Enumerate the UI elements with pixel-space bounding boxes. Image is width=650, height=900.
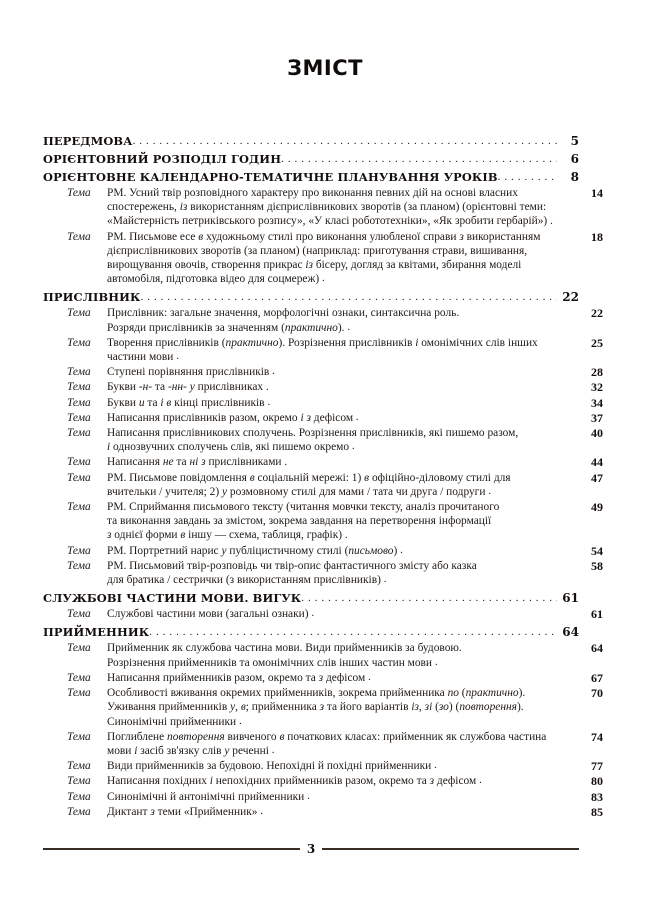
toc-page-number: 32 bbox=[591, 380, 603, 395]
tema-text-line: Написання прислівникових сполучень. Розрізнення прислівників, які пишемо разом, bbox=[107, 427, 519, 440]
toc-page-number: 14 bbox=[591, 186, 603, 200]
tema-text-line: Розряди прислівників за значенням (практично). . . . bbox=[107, 321, 581, 335]
toc-page-number: 25 bbox=[591, 335, 603, 350]
toc-tema-row[interactable] bbox=[43, 686, 603, 729]
toc-page-number: 28 bbox=[591, 365, 603, 380]
toc-page-number: 58 bbox=[591, 558, 603, 573]
leader-dots bbox=[498, 168, 557, 184]
toc-section-title: СЛУЖБОВІ ЧАСТИНИ МОВИ. ВИГУК bbox=[43, 591, 302, 606]
toc-page-number: 64 bbox=[562, 625, 579, 640]
tema-text-line: Творення прислівників (практично). Розрізнення прислівників і омонімічних слів інших bbox=[107, 336, 538, 349]
toc-tema-row[interactable] bbox=[43, 774, 603, 788]
toc-tema-row[interactable] bbox=[43, 186, 603, 229]
toc-section-title: ПРИСЛІВНИК bbox=[43, 290, 141, 305]
toc-section-title: ПРИЙМЕННИК bbox=[43, 625, 150, 640]
toc-tema-row[interactable] bbox=[43, 805, 603, 819]
toc-page-number: 40 bbox=[591, 426, 603, 441]
tema-label: Тема bbox=[67, 396, 91, 409]
tema-label: Тема bbox=[67, 687, 91, 700]
folio-number: 3 bbox=[306, 842, 316, 856]
toc-tema-row[interactable] bbox=[43, 230, 603, 287]
leader-dots bbox=[384, 576, 390, 587]
tema-text-line: РМ. Сприймання письмового тексту (читання мовчки тексту, аналіз прочитаного bbox=[107, 501, 500, 514]
toc-tema-row[interactable] bbox=[43, 790, 603, 804]
tema-text-line: Особливості вживання окремих прийменників, зокрема прийменника по (практично). bbox=[107, 687, 526, 700]
tema-text-line: спостережень, із використанням дієприслівникових зворотів (за планом) (орієнтовні теми: bbox=[107, 201, 547, 214]
tema-text bbox=[107, 380, 581, 394]
tema-text bbox=[107, 336, 581, 364]
tema-text-line: РМ. Письмовий твір-розповідь чи твір-опис фантастичного змісту або казка bbox=[107, 559, 477, 572]
tema-text bbox=[107, 365, 581, 379]
tema-label: Тема bbox=[67, 559, 91, 572]
toc-tema-row[interactable] bbox=[43, 730, 603, 758]
leader-dots bbox=[284, 458, 290, 469]
leader-dots bbox=[322, 275, 328, 286]
toc-tema-row[interactable] bbox=[43, 306, 603, 334]
leader-dots bbox=[311, 610, 317, 621]
tema-label: Тема bbox=[67, 805, 91, 818]
toc-tema-row[interactable] bbox=[43, 380, 603, 394]
toc-tema-row[interactable] bbox=[43, 641, 603, 669]
tema-label: Тема bbox=[67, 366, 91, 379]
toc-page-number: 44 bbox=[591, 455, 603, 470]
tema-label: Тема bbox=[67, 671, 91, 684]
tema-text-line: Диктант з теми «Прийменник» . . . bbox=[107, 805, 581, 819]
tema-text bbox=[107, 455, 581, 469]
toc-tema-row[interactable] bbox=[43, 671, 603, 685]
toc-section-title: ОРІЄНТОВНИЙ РОЗПОДІЛ ГОДИН bbox=[43, 152, 282, 166]
tema-text-line: РМ. Портретний нарис у публіцистичному стилі (письмово) . . . bbox=[107, 544, 581, 558]
toc-tema-row[interactable] bbox=[43, 455, 603, 469]
tema-text bbox=[107, 411, 581, 425]
leader-dots bbox=[435, 659, 441, 670]
tema-text-line: Написання прислівників разом, окремо і з дефісом . . . bbox=[107, 411, 581, 425]
tema-text-line: «Майстерність петриківського розпису», «У класі робототехніки», «Як зробити гербарій») . . . bbox=[107, 214, 581, 228]
toc-page-number: 61 bbox=[591, 607, 603, 622]
leader-dots bbox=[176, 353, 182, 364]
leader-dots bbox=[488, 488, 494, 499]
tema-label: Тема bbox=[67, 501, 91, 514]
tema-text bbox=[107, 559, 581, 587]
toc-page-number: 18 bbox=[591, 229, 603, 244]
tema-text-line: РМ. Письмове повідомлення в соціальній мережі: 1) в офіційно-діловому стилі для bbox=[107, 471, 511, 484]
toc-page-number: 34 bbox=[591, 395, 603, 410]
leader-dots bbox=[400, 546, 406, 557]
toc-section-row[interactable] bbox=[43, 623, 579, 639]
tema-text-line: Букви -н- та -нн- у прислівниках . . . bbox=[107, 380, 581, 394]
toc-tema-row[interactable] bbox=[43, 607, 603, 621]
leader-dots bbox=[368, 674, 374, 685]
toc-tema-row[interactable] bbox=[43, 411, 603, 425]
tema-text bbox=[107, 230, 581, 287]
tema-text bbox=[107, 790, 581, 804]
tema-text-line: Букви и та і в кінці прислівників . . . bbox=[107, 396, 581, 410]
toc-tema-row[interactable] bbox=[43, 426, 603, 454]
toc-section-row[interactable] bbox=[43, 132, 579, 148]
tema-text bbox=[107, 607, 581, 621]
tema-text-line: вчительки / учителя; 2) у розмовному стилі для мами / тата чи друга / подруги . . . bbox=[107, 485, 581, 499]
toc-page-number: 47 bbox=[591, 470, 603, 485]
tema-label: Тема bbox=[67, 427, 91, 440]
leader-dots bbox=[260, 808, 266, 819]
tema-label: Тема bbox=[67, 381, 91, 394]
toc-tema-row[interactable] bbox=[43, 396, 603, 410]
toc-section-row[interactable] bbox=[43, 168, 579, 184]
tema-label: Тема bbox=[67, 336, 91, 349]
toc-page-number: 80 bbox=[591, 774, 603, 789]
tema-text-line: Уживання прийменників у, в; прийменника з та його варіантів із, зі (зо) (повторення). bbox=[107, 701, 524, 714]
tema-text bbox=[107, 544, 581, 558]
tema-text-line: Ступені порівняння прислівників . . . bbox=[107, 365, 581, 379]
tema-text-line: Розрізнення прийменників та омонімічних слів інших частин мови . . . bbox=[107, 656, 581, 670]
tema-text-line: Написання прийменників разом, окремо та з дефісом . . . bbox=[107, 671, 581, 685]
tema-text bbox=[107, 759, 581, 773]
toc-page-number: 49 bbox=[591, 500, 603, 515]
tema-text-line: РМ. Усний твір розповідного характеру про виконання певних дій на основі власних bbox=[107, 187, 518, 199]
tema-text bbox=[107, 805, 581, 819]
footer-rule-left bbox=[43, 848, 300, 850]
tema-label: Тема bbox=[67, 307, 91, 320]
tema-label: Тема bbox=[67, 411, 91, 424]
leader-dots bbox=[141, 288, 557, 304]
toc-page-number: 37 bbox=[591, 410, 603, 425]
toc-page-number: 6 bbox=[570, 152, 579, 166]
toc-page-number: 64 bbox=[591, 641, 603, 656]
leader-dots bbox=[281, 150, 557, 166]
tema-text-line: Синонімічні й антонімічні прийменники . . . bbox=[107, 790, 581, 804]
tema-text bbox=[107, 671, 581, 685]
tema-text bbox=[107, 641, 581, 669]
page-title: ЗМІСТ bbox=[287, 56, 363, 80]
tema-text-line: з однієї форми в іншу — схема, таблиця, графік) . . . bbox=[107, 528, 581, 542]
toc-section-title: ОРІЄНТОВНЕ КАЛЕНДАРНО-ТЕМАТИЧНЕ ПЛАНУВАННЯ УРОКІВ bbox=[43, 170, 498, 184]
leader-dots bbox=[149, 623, 557, 639]
tema-text bbox=[107, 186, 581, 229]
tema-text bbox=[107, 471, 581, 499]
tema-label: Тема bbox=[67, 642, 91, 655]
tema-text-line: частини мови . . . bbox=[107, 350, 581, 364]
tema-text bbox=[107, 396, 581, 410]
toc-page-number: 77 bbox=[591, 759, 603, 774]
tema-text-line: Написання похідних і непохідних прийменників разом, окремо та з дефісом . . . bbox=[107, 774, 581, 788]
tema-text bbox=[107, 730, 581, 758]
leader-dots bbox=[267, 398, 273, 409]
tema-label: Тема bbox=[67, 760, 91, 773]
toc-tema-row[interactable] bbox=[43, 759, 603, 773]
leader-dots bbox=[133, 132, 557, 148]
footer-rule-right bbox=[322, 848, 579, 850]
toc-section-row[interactable] bbox=[43, 589, 579, 605]
tema-label: Тема bbox=[67, 544, 91, 557]
tema-text bbox=[107, 686, 581, 729]
toc-section-title: ПЕРЕДМОВА bbox=[43, 134, 133, 148]
tema-text-line: Написання не та ні з прислівниками . . . bbox=[107, 455, 581, 469]
leader-dots bbox=[266, 383, 272, 394]
tema-label: Тема bbox=[67, 730, 91, 743]
tema-text-line: та виконання завдань за змістом, зокрема завдання на перетворення інформації bbox=[107, 515, 492, 528]
tema-label: Тема bbox=[67, 456, 91, 469]
toc-page-number: 70 bbox=[591, 686, 603, 701]
tema-label: Тема bbox=[67, 471, 91, 484]
toc-page-number: 74 bbox=[591, 729, 603, 744]
tema-text bbox=[107, 426, 581, 454]
toc-page-number: 54 bbox=[591, 543, 603, 558]
tema-label: Тема bbox=[67, 608, 91, 621]
tema-text-line: Синонімічні прийменники . . . bbox=[107, 715, 581, 729]
tema-text-line: Види прийменників за будовою. Непохідні й похідні прийменники . . . bbox=[107, 759, 581, 773]
leader-dots bbox=[550, 217, 556, 228]
tema-text-line: Прислівник: загальне значення, морфологічні ознаки, синтаксична роль. bbox=[107, 307, 460, 320]
leader-dots bbox=[307, 792, 313, 803]
toc-tema-row[interactable] bbox=[43, 471, 603, 499]
tema-text-line: і однозвучних сполучень слів, які пишемо окремо . . . bbox=[107, 440, 581, 454]
tema-text-line: мови і засіб зв'язку слів у реченні . . . bbox=[107, 744, 581, 758]
tema-label: Тема bbox=[67, 187, 91, 199]
leader-dots bbox=[352, 443, 358, 454]
tema-text-line: автомобіля, підготовка відео для соцмереж) . . . bbox=[107, 272, 581, 286]
toc-page-number: 83 bbox=[591, 789, 603, 804]
leader-dots bbox=[347, 323, 353, 334]
tema-text-line: Прийменник як службова частина мови. Види прийменників за будовою. bbox=[107, 642, 462, 655]
leader-dots bbox=[239, 717, 245, 728]
leader-dots bbox=[272, 368, 278, 379]
tema-text-line: РМ. Письмове есе в художньому стилі про виконання улюбленої справи з використанням bbox=[107, 230, 541, 243]
leader-dots bbox=[479, 777, 485, 788]
leader-dots bbox=[345, 531, 351, 542]
toc-tema-row[interactable] bbox=[43, 500, 603, 543]
toc-page-number: 85 bbox=[591, 804, 603, 819]
tema-text-line: дієприслівникових зворотів (за планом) (наприклад: приготування страви, вишивання, bbox=[107, 244, 528, 257]
page-footer bbox=[43, 842, 579, 856]
toc-tema-row[interactable] bbox=[43, 365, 603, 379]
tema-text-line: вирощування овочів, створення прикрас із бісеру, догляд за квітами, збирання моделі bbox=[107, 259, 522, 272]
leader-dots bbox=[301, 589, 557, 605]
toc-page-number: 22 bbox=[562, 290, 579, 305]
toc-tema-row[interactable] bbox=[43, 336, 603, 364]
tema-label: Тема bbox=[67, 775, 91, 788]
tema-label: Тема bbox=[67, 790, 91, 803]
leader-dots bbox=[434, 762, 440, 773]
tema-text bbox=[107, 500, 581, 543]
tema-text-line: Службові частини мови (загальні ознаки) . . . bbox=[107, 607, 581, 621]
toc-page-number: 67 bbox=[591, 670, 603, 685]
toc-section-row[interactable] bbox=[43, 150, 579, 166]
toc-tema-row[interactable] bbox=[43, 559, 603, 587]
toc-tema-row[interactable] bbox=[43, 544, 603, 558]
toc-section-row[interactable] bbox=[43, 288, 579, 304]
tema-text bbox=[107, 306, 581, 334]
toc-page-number: 61 bbox=[562, 591, 579, 606]
toc-page-number: 8 bbox=[570, 170, 579, 184]
toc-page-number: 5 bbox=[570, 134, 579, 148]
tema-label: Тема bbox=[67, 230, 91, 243]
tema-text-line: Поглиблене повторення вивченого в початкових класах: прийменник як службова частина bbox=[107, 730, 547, 743]
toc-page-number: 22 bbox=[591, 306, 603, 321]
tema-text bbox=[107, 774, 581, 788]
tema-text-line: для братика / сестрички (з використанням прислівників) . . . bbox=[107, 573, 581, 587]
leader-dots bbox=[272, 747, 278, 758]
leader-dots bbox=[356, 414, 362, 425]
table-of-contents bbox=[43, 130, 603, 820]
